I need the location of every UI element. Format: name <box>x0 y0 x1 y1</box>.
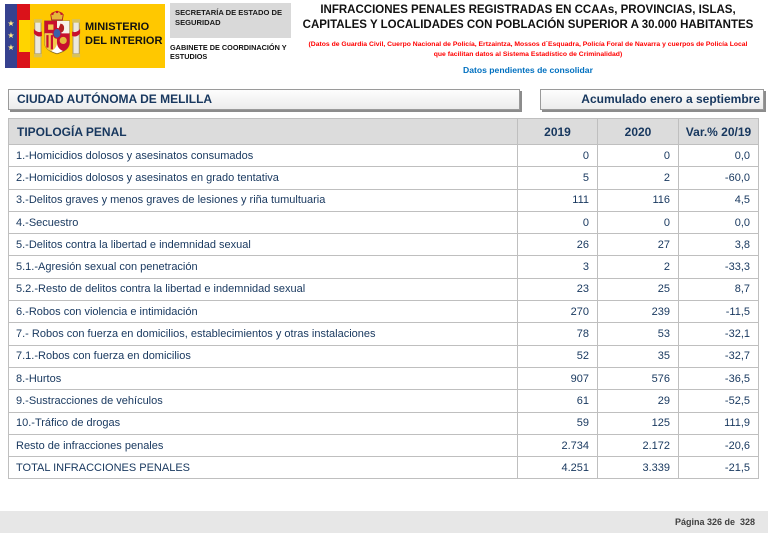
cell-var: -32,1 <box>679 323 759 345</box>
region-title-box: CIUDAD AUTÓNOMA DE MELILLA <box>8 89 520 110</box>
cell-label: 10.-Tráfico de drogas <box>9 412 518 434</box>
cell-var: -11,5 <box>679 301 759 323</box>
cell-var: 111,9 <box>679 412 759 434</box>
cell-2020: 576 <box>598 367 679 389</box>
cell-2020: 2 <box>598 167 679 189</box>
cell-2019: 26 <box>518 234 598 256</box>
eu-star-icon: ★ <box>7 43 15 52</box>
table-body <box>9 145 759 479</box>
spain-flag-stripe <box>17 4 30 68</box>
ministry-name <box>85 21 165 49</box>
cell-2019: 59 <box>518 412 598 434</box>
gabinete-label: GABINETE DE COORDINACIÓN Y ESTUDIOS <box>170 43 287 62</box>
table-row <box>9 323 759 345</box>
page-title: INFRACCIONES PENALES REGISTRADAS EN CCAAs, PROVINCIAS, ISLAS, CAPITALES Y LOCALIDADES CON POBLACIÓN SUPERIOR A 30.000 HABITANTES <box>302 4 754 31</box>
spain-coat-of-arms-icon <box>33 6 81 66</box>
cell-label: 1.-Homicidios dolosos y asesinatos consumados <box>9 145 518 167</box>
cell-var: -32,7 <box>679 345 759 367</box>
cell-label: 8.-Hurtos <box>9 367 518 389</box>
table-row <box>9 211 759 233</box>
cell-var: -60,0 <box>679 167 759 189</box>
table-row <box>9 434 759 456</box>
data-sources-note: (Datos de Guardia Civil, Cuerpo Nacional de Policía, Ertzaintza, Mossos d´Esquadra, Policía Foral de Navarra y cuerpos de Policía Local que facilitan datos al Sistema Estadístico de Criminalidad) <box>308 40 748 58</box>
cell-2019: 2.734 <box>518 434 598 456</box>
cell-2020: 3.339 <box>598 457 679 479</box>
cell-label: Resto de infracciones penales <box>9 434 518 456</box>
cell-var: 0,0 <box>679 145 759 167</box>
cell-2020: 239 <box>598 301 679 323</box>
table-row <box>9 345 759 367</box>
column-header-var: Var.% 20/19 <box>679 119 759 145</box>
cell-var: -52,5 <box>679 390 759 412</box>
cell-2019: 907 <box>518 367 598 389</box>
cell-2020: 25 <box>598 278 679 300</box>
table-row <box>9 367 759 389</box>
column-header-2019: 2019 <box>518 119 598 145</box>
cell-2019: 0 <box>518 211 598 233</box>
table-row <box>9 189 759 211</box>
table-row <box>9 412 759 434</box>
cell-label: 5.-Delitos contra la libertad e indemnidad sexual <box>9 234 518 256</box>
cell-label: 9.-Sustracciones de vehículos <box>9 390 518 412</box>
cell-var: 3,8 <box>679 234 759 256</box>
table-row <box>9 167 759 189</box>
cell-2020: 53 <box>598 323 679 345</box>
cell-2020: 0 <box>598 145 679 167</box>
table-row <box>9 301 759 323</box>
cell-var: 0,0 <box>679 211 759 233</box>
period-box: Acumulado enero a septiembre <box>540 89 764 110</box>
column-header-tipologia: TIPOLOGÍA PENAL <box>9 119 518 145</box>
cell-2019: 4.251 <box>518 457 598 479</box>
table-row <box>9 278 759 300</box>
cell-2019: 5 <box>518 167 598 189</box>
column-header-2020: 2020 <box>598 119 679 145</box>
cell-label: 7.- Robos con fuerza en domicilios, establecimientos y otras instalaciones <box>9 323 518 345</box>
cell-var: -33,3 <box>679 256 759 278</box>
cell-2019: 270 <box>518 301 598 323</box>
table-header-row <box>9 119 759 145</box>
cell-2019: 52 <box>518 345 598 367</box>
ministry-name-line1: MINISTERIO <box>85 21 150 33</box>
cell-2020: 116 <box>598 189 679 211</box>
ministry-logo <box>5 4 165 68</box>
cell-2019: 3 <box>518 256 598 278</box>
cell-label: 5.2.-Resto de delitos contra la libertad e indemnidad sexual <box>9 278 518 300</box>
table-row <box>9 457 759 479</box>
cell-var: -21,5 <box>679 457 759 479</box>
table-row <box>9 145 759 167</box>
cell-2020: 2.172 <box>598 434 679 456</box>
cell-label: 2.-Homicidios dolosos y asesinatos en grado tentativa <box>9 167 518 189</box>
cell-label: 3.-Delitos graves y menos graves de lesiones y riña tumultuaria <box>9 189 518 211</box>
table-row <box>9 234 759 256</box>
cell-var: 4,5 <box>679 189 759 211</box>
page-number: Página 326 de 328 <box>0 511 768 533</box>
cell-label: 4.-Secuestro <box>9 211 518 233</box>
pending-data-note: Datos pendientes de consolidar <box>463 64 593 75</box>
cell-2019: 23 <box>518 278 598 300</box>
cell-2020: 2 <box>598 256 679 278</box>
cell-2020: 35 <box>598 345 679 367</box>
cell-label: 5.1.-Agresión sexual con penetración <box>9 256 518 278</box>
cell-2019: 0 <box>518 145 598 167</box>
cell-2019: 61 <box>518 390 598 412</box>
cell-2020: 29 <box>598 390 679 412</box>
ministry-name-line2: DEL INTERIOR <box>85 34 163 47</box>
cell-2019: 111 <box>518 189 598 211</box>
cell-var: -36,5 <box>679 367 759 389</box>
eu-star-icon: ★ <box>7 31 15 40</box>
table-row <box>9 256 759 278</box>
cell-label: 7.1.-Robos con fuerza en domicilios <box>9 345 518 367</box>
secretaria-box: SECRETARÍA DE ESTADO DE SEGURIDAD <box>170 3 291 38</box>
cell-2020: 125 <box>598 412 679 434</box>
cell-2020: 27 <box>598 234 679 256</box>
cell-2020: 0 <box>598 211 679 233</box>
cell-label: 6.-Robos con violencia e intimidación <box>9 301 518 323</box>
cell-2019: 78 <box>518 323 598 345</box>
eu-star-icon: ★ <box>7 19 15 28</box>
cell-label: TOTAL INFRACCIONES PENALES <box>9 457 518 479</box>
table-row <box>9 390 759 412</box>
cell-var: -20,6 <box>679 434 759 456</box>
cell-var: 8,7 <box>679 278 759 300</box>
title-block <box>292 3 764 75</box>
crime-statistics-table <box>8 118 759 479</box>
eu-flag-stripe <box>5 4 17 68</box>
